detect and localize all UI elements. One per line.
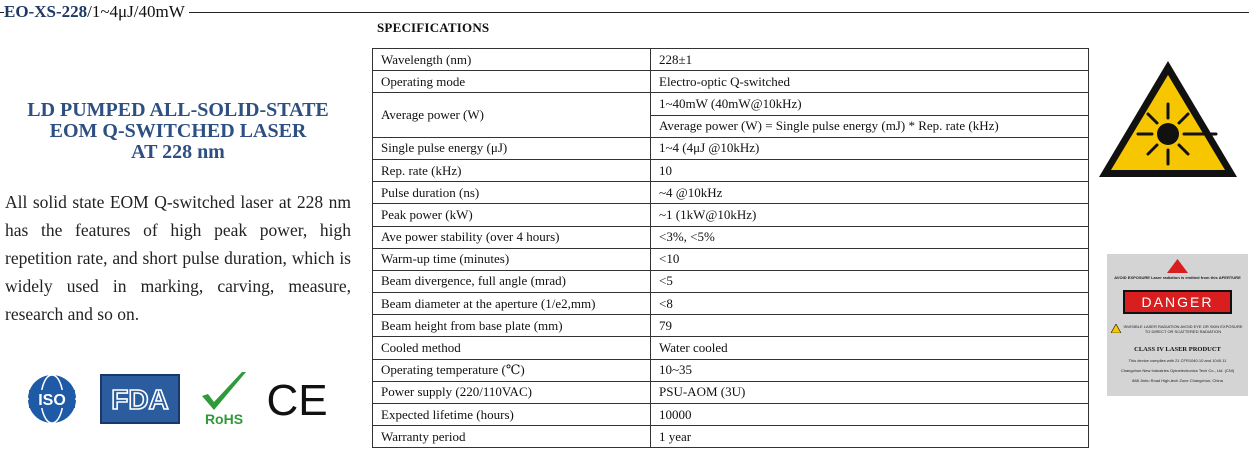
param-cell: Power supply (220/110VAC) [373, 381, 651, 403]
ce-mark-icon [264, 376, 330, 422]
table-row [373, 315, 1089, 337]
ce-text: CE [266, 376, 328, 422]
param-cell: Operating mode [373, 71, 651, 93]
value-cell: Water cooled [651, 337, 1089, 359]
aperture-notice: AVOID EXPOSURE Laser radiation is emitted from this APERTURE [1114, 275, 1241, 280]
value-cell: 1~40mW (40mW@10kHz) [651, 93, 1089, 115]
value-cell: 1~4 (4μJ @10kHz) [651, 137, 1089, 159]
table-row [373, 49, 1089, 71]
model-spec: /1~4μJ/40mW [87, 2, 185, 21]
value-cell: <3%, <5% [651, 226, 1089, 248]
iso-logo-icon [24, 373, 80, 425]
headline-line: LD PUMPED ALL-SOLID-STATE [27, 99, 329, 121]
product-headline [0, 100, 356, 163]
headline-line: AT 228 nm [131, 141, 225, 163]
rohs-text: RoHS [204, 411, 244, 427]
value-cell: Electro-optic Q-switched [651, 71, 1089, 93]
param-cell: Average power (W) [373, 93, 651, 137]
table-row [373, 182, 1089, 204]
danger-label [1107, 254, 1248, 396]
rohs-logo-icon [198, 368, 250, 428]
manufacturer-text: Changchun New Industries Optoelectronics Tech Co., Ltd. (CNI) [1120, 368, 1235, 373]
value-cell: 10~35 [651, 359, 1089, 381]
value-cell: ~4 @10kHz [651, 182, 1089, 204]
param-cell: Beam height from base plate (mm) [373, 315, 651, 337]
model-title [4, 2, 189, 22]
table-row [373, 270, 1089, 292]
table-row [373, 359, 1089, 381]
value-cell: 1 year [651, 426, 1089, 448]
table-row [373, 337, 1089, 359]
specifications-title: SPECIFICATIONS [377, 20, 490, 35]
param-cell: Warm-up time (minutes) [373, 248, 651, 270]
value-cell: <5 [651, 270, 1089, 292]
param-cell: Cooled method [373, 337, 651, 359]
model-code: EO-XS-228 [4, 2, 88, 21]
product-description: All solid state EOM Q-switched laser at 228 nm has the features of high peak power, high repetition rate, and short pulse duration, which is widely used in marking, carving, measure, research and so on. [5, 192, 351, 324]
param-cell: Ave power stability (over 4 hours) [373, 226, 651, 248]
value-cell: 228±1 [651, 49, 1089, 71]
warning-triangle-icon [1167, 259, 1188, 273]
address-text: 888 Jinhu Road High-tech Zone Changchun, China [1132, 378, 1223, 383]
table-row [373, 248, 1089, 270]
param-cell: Rep. rate (kHz) [373, 159, 651, 181]
fda-text: FDA [111, 384, 169, 415]
param-cell: Peak power (kW) [373, 204, 651, 226]
laser-class: CLASS IV LASER PRODUCT [1134, 346, 1221, 353]
radiation-warning: INVISIBLE LASER RADIATION AVOID EYE OR SKIN EXPOSURE TO DIRECT OR SCATTERED RADIATION [1123, 324, 1243, 334]
param-cell: Pulse duration (ns) [373, 182, 651, 204]
small-warning-icon [1111, 324, 1121, 333]
table-row [373, 404, 1089, 426]
table-row [373, 426, 1089, 448]
iso-text: ISO [38, 392, 66, 409]
param-cell: Beam diameter at the aperture (1/e2,mm) [373, 293, 651, 315]
specifications-table [372, 48, 1089, 448]
value-cell: 79 [651, 315, 1089, 337]
table-row [373, 71, 1089, 93]
table-row [373, 293, 1089, 315]
danger-word: DANGER [1123, 290, 1232, 314]
table-row [373, 93, 1089, 115]
table-row [373, 226, 1089, 248]
note-cell: Average power (W) = Single pulse energy (mJ) * Rep. rate (kHz) [651, 115, 1089, 137]
value-cell: PSU-AOM (3U) [651, 381, 1089, 403]
param-cell: Wavelength (nm) [373, 49, 651, 71]
compliance-text: This device complies with 21 CFR1040.10 and 1040.11 [1128, 358, 1227, 363]
param-cell: Expected lifetime (hours) [373, 404, 651, 426]
value-cell: <10 [651, 248, 1089, 270]
param-cell: Warranty period [373, 426, 651, 448]
laser-warning-icon [1096, 58, 1240, 180]
table-row [373, 204, 1089, 226]
fda-logo-icon [100, 374, 180, 424]
table-row [373, 137, 1089, 159]
table-row [373, 381, 1089, 403]
table-row [373, 159, 1089, 181]
value-cell: 10 [651, 159, 1089, 181]
param-cell: Operating temperature (℃) [373, 359, 651, 381]
param-cell: Single pulse energy (μJ) [373, 137, 651, 159]
value-cell: ~1 (1kW@10kHz) [651, 204, 1089, 226]
value-cell: 10000 [651, 404, 1089, 426]
headline-line: EOM Q-SWITCHED LASER [49, 120, 307, 142]
param-cell: Beam divergence, full angle (mrad) [373, 270, 651, 292]
value-cell: <8 [651, 293, 1089, 315]
